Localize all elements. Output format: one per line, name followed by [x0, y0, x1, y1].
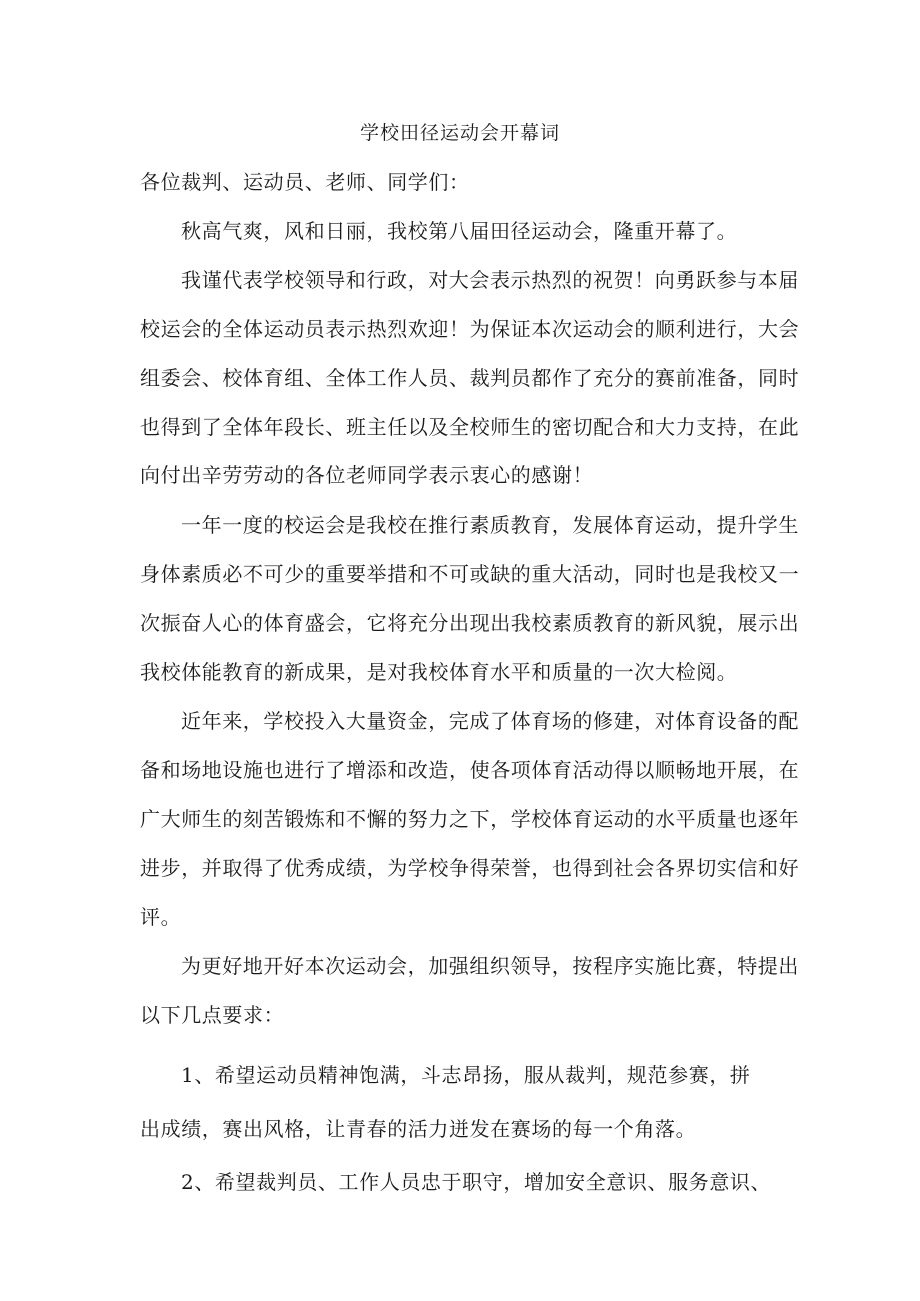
text-line-19: 出成绩，赛出风格，让青春的活力迸发在赛场的每一个角落。 [140, 1117, 697, 1141]
text-line-2: 我谨代表学校领导和行政，对大会表示热烈的祝贺！向勇跃参与本届 [181, 268, 799, 292]
text-line-11: 近年来，学校投入大量资金，完成了体育场的修建，对体育设备的配 [181, 709, 799, 733]
text-line-14: 进步，并取得了优秀成绩，为学校争得荣誉，也得到社会各界切实信和好 [140, 856, 800, 880]
text-line-4: 组委会、校体育组、全体工作人员、裁判员都作了充分的赛前准备，同时 [140, 366, 800, 390]
text-line-10: 我校体能教育的新成果，是对我校体育水平和质量的一次大检阅。 [140, 660, 738, 684]
text-line-18: 1、希望运动员精神饱满，斗志昂扬，服从裁判，规范参赛，拼 [181, 1063, 751, 1087]
text-line-12: 备和场地设施也进行了增添和改造，使各项体育活动得以顺畅地开展，在 [140, 758, 800, 782]
text-line-20: 2、希望裁判员、工作人员忠于职守，增加安全意识、服务意识、 [181, 1170, 772, 1194]
text-line-17: 以下几点要求： [140, 1003, 285, 1027]
text-line-3: 校运会的全体运动员表示热烈欢迎！为保证本次运动会的顺利进行，大会 [140, 317, 800, 341]
text-line-7: 一年一度的校运会是我校在推行素质教育，发展体育运动，提升学生 [181, 513, 799, 537]
text-line-9: 次振奋人心的体育盛会，它将充分出现出我校素质教育的新风貌，展示出 [140, 611, 800, 635]
text-line-8: 身体素质必不可少的重要举措和不可或缺的重大活动，同时也是我校又一 [140, 562, 800, 586]
text-line-5: 也得到了全体年段长、班主任以及全校师生的密切配合和大力支持，在此 [140, 415, 800, 439]
text-line-16: 为更好地开好本次运动会，加强组织领导，按程序实施比赛，特提出 [181, 954, 799, 978]
text-line-13: 广大师生的刻苦锻炼和不懈的努力之下，学校体育运动的水平质量也逐年 [140, 807, 800, 831]
text-line-15: 评。 [140, 905, 182, 929]
text-line-6: 向付出辛劳劳动的各位老师同学表示衷心的感谢！ [140, 463, 594, 487]
document-title: 学校田径运动会开幕词 [359, 122, 560, 144]
salutation: 各位裁判、运动员、老师、同学们： [140, 170, 470, 194]
text-line-1: 秋高气爽，风和日丽，我校第八届田径运动会，隆重开幕了。 [181, 219, 738, 243]
